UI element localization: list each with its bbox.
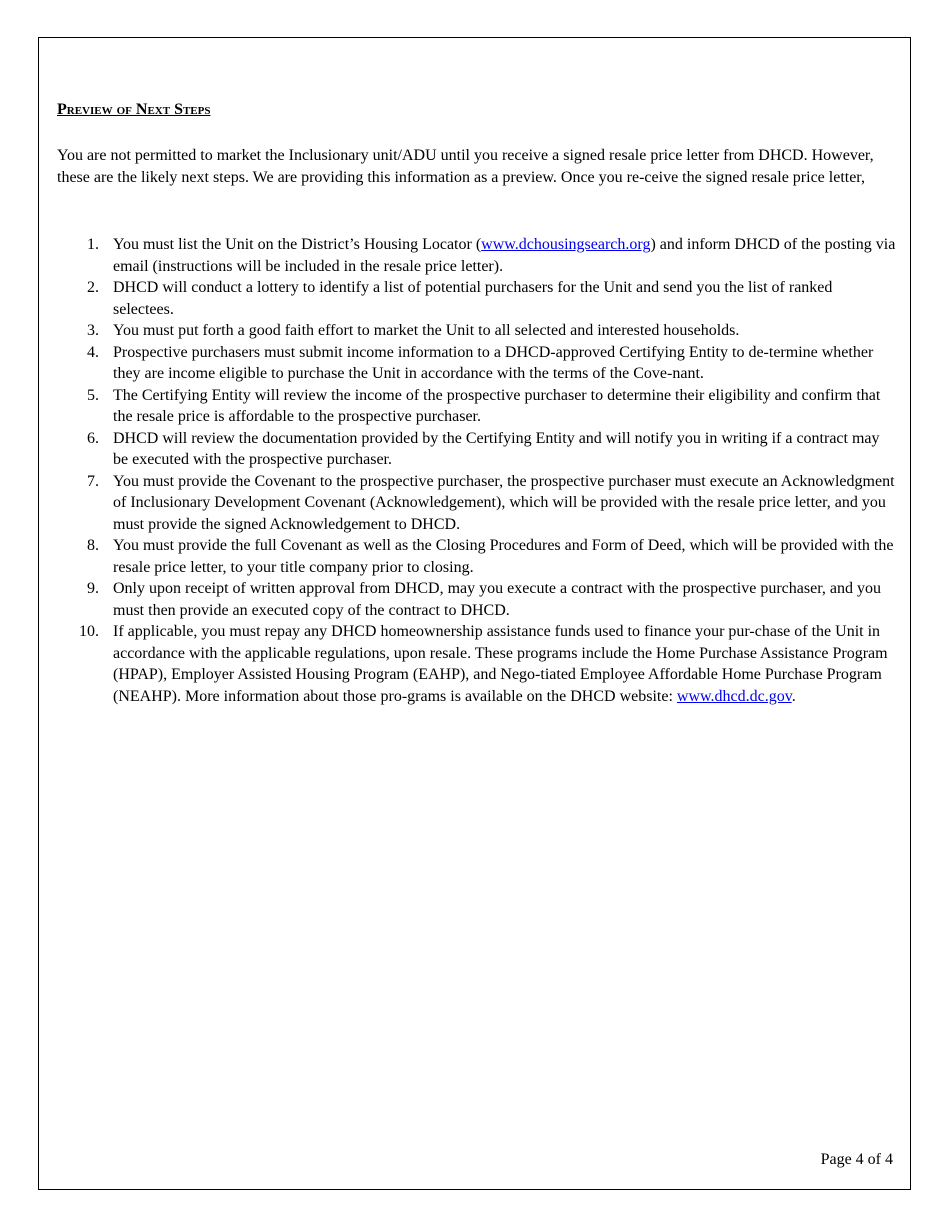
item-text: DHCD will review the documentation provided by the Certifying Entity and will notify you in writing if a contract may be executed with the prospective purchaser. (113, 429, 880, 468)
item-text-after: ) and inform DHCD of the posting via email (instructions will be included in the resale price letter). (113, 236, 896, 275)
item-number: 8. (87, 537, 99, 554)
list-item (57, 428, 897, 471)
item-text: You must provide the Covenant to the prospective purchaser, the prospective purchaser must execute an Acknowledgment of Inclusionary Development Covenant (Acknowledgement), which will be provided with the resale price letter, and you must provide the signed Acknowledgement to DHCD. (113, 472, 895, 533)
item-number: 3. (87, 322, 99, 339)
list-item (57, 320, 897, 342)
item-number: 1. (87, 236, 99, 253)
item-number: 4. (87, 343, 99, 361)
list-item (57, 621, 897, 707)
item-text: You must put forth a good faith effort to market the Unit to all selected and interested households. (113, 322, 740, 339)
item-text: DHCD will conduct a lottery to identify a list of potential purchasers for the Unit and send you the list of ranked selectees. (113, 279, 833, 318)
intro-paragraph: You are not permitted to market the Inclusionary unit/ADU until you receive a signed resale price letter from DHCD. However, these are the likely next steps. We are providing this information as a preview. Once you re-ceive the signed resale price letter, (57, 147, 874, 186)
item-text: You must provide the full Covenant as well as the Closing Procedures and Form of Deed, which will be provided with the resale price letter, to your title company prior to closing. (113, 537, 894, 576)
list-item (57, 535, 897, 578)
list-item (57, 471, 897, 536)
housing-locator-link[interactable]: www.dchousingsearch.org (481, 236, 651, 253)
list-item (57, 342, 897, 385)
list-item (57, 234, 897, 277)
next-steps-list (57, 234, 897, 707)
list-item (57, 277, 897, 320)
item-number: 6. (87, 429, 99, 447)
item-number: 2. (87, 279, 99, 296)
item-text: Only upon receipt of written approval from DHCD, may you execute a contract with the prospective purchaser, and you must then provide an executed copy of the contract to DHCD. (113, 580, 881, 619)
item-number: 5. (87, 386, 99, 404)
item-number: 7. (87, 472, 99, 490)
dhcd-website-link[interactable]: www.dhcd.dc.gov (676, 687, 792, 705)
section-heading: Preview of Next Steps (57, 101, 211, 118)
item-text: The Certifying Entity will review the income of the prospective purchaser to determine their eligibility and confirm that the resale price is affordable to the prospective purchaser. (113, 386, 881, 425)
item-text: If applicable, you must repay any DHCD homeownership assistance funds used to finance your pur-chase of the Unit in accordance with the applicable regulations, upon resale. These programs include the Home Purchase Assistance Program (HPAP), Employer Assisted Housing Program (EAHP), and Nego-tiated Employee Affordable Home Purchase Program (NEAHP). More information about those pro-grams is available on the DHCD website: (113, 623, 888, 705)
item-text: You must list the Unit on the District’s Housing Locator ( (113, 236, 482, 253)
page-number: Page 4 of 4 (820, 1151, 893, 1168)
item-number: 10. (79, 623, 99, 640)
item-text: Prospective purchasers must submit income information to a DHCD-approved Certifying Entity to de-termine whether they are income eligible to purchase the Unit in accordance with the terms of the Cove-nant. (113, 343, 874, 382)
list-item (57, 385, 897, 428)
item-text-after: . (791, 687, 796, 705)
document-page (38, 37, 911, 1190)
list-item (57, 578, 897, 621)
item-number: 9. (87, 580, 99, 597)
